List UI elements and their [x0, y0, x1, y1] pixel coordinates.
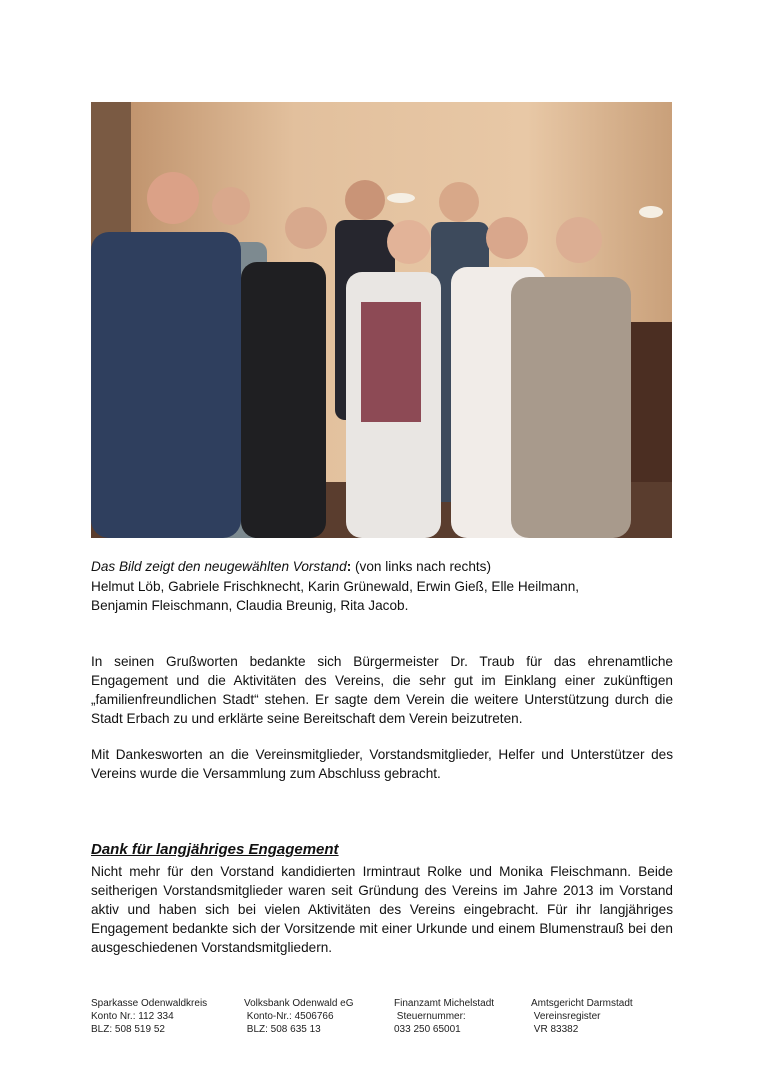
caption-line-2: Helmut Löb, Gabriele Frischknecht, Karin Grünewald, Erwin Gieß, Elle Heilmann,	[91, 578, 580, 594]
footer-tax-office: Finanzamt Michelstadt Steuernummer: 033 250 65001	[394, 998, 495, 1035]
group-photo	[91, 102, 672, 538]
footer-bank-1: Sparkasse Odenwaldkreis Konto Nr.: 112 334 BLZ: 508 519 52	[91, 998, 208, 1035]
caption-lead: Das Bild zeigt den neugewählten Vorstand	[91, 559, 347, 574]
footer-bank-2: Volksbank Odenwald eG Konto-Nr.: 4506766 BLZ: 508 635 13	[244, 998, 354, 1035]
photo-caption	[91, 557, 681, 616]
caption-line-3: Benjamin Fleischmann, Claudia Breunig, Rita Jacob.	[91, 598, 409, 613]
paragraph-greeting: In seinen Grußworten bedankte sich Bürgermeister Dr. Traub für das ehrenamtliche Engagement und die Aktivitäten des Vereins, die sehr gut im Einklang einer zukünftigen „familienfreundlichen Stadt“ stehen. Er sagte dem Verein die weitere Unterstützung durch die Stadt Erbach zu und erklärte seine Bereitschaft dem Verein beizutreten.	[91, 654, 673, 726]
section-body: Nicht mehr für den Vorstand kandidierten Irmintraut Rolke und Monika Fleischmann. Beide seitherigen Vorstandsmitglieder waren seit Gründung des Vereins im Jahre 2013 im Vorstand aktiv und haben sich bei vielen Aktivitäten des Vereins eingebracht. Für ihr langjähriges Engagement bedankte sich der Vorsitzende mit einer Urkunde und einem Blumenstrauß bei den ausgeschiedenen Vorstandsmitgliedern.	[91, 864, 673, 955]
footer	[91, 997, 691, 1042]
paragraph-closing: Mit Dankesworten an die Vereinsmitglieder, Vorstandsmitglieder, Helfer und Unterstützer des Vereins wurde die Versammlung zum Abschluss gebracht.	[91, 747, 673, 781]
caption-line-1	[91, 557, 681, 577]
section-heading: Dank für langjähriges Engagement	[91, 841, 339, 858]
caption-colon: :	[346, 559, 352, 574]
group-photo-illustration	[91, 102, 672, 538]
caption-lead-rest: (von links nach rechts)	[351, 559, 491, 574]
footer-court-register: Amtsgericht Darmstadt Vereinsregister VR 83382	[531, 998, 633, 1035]
